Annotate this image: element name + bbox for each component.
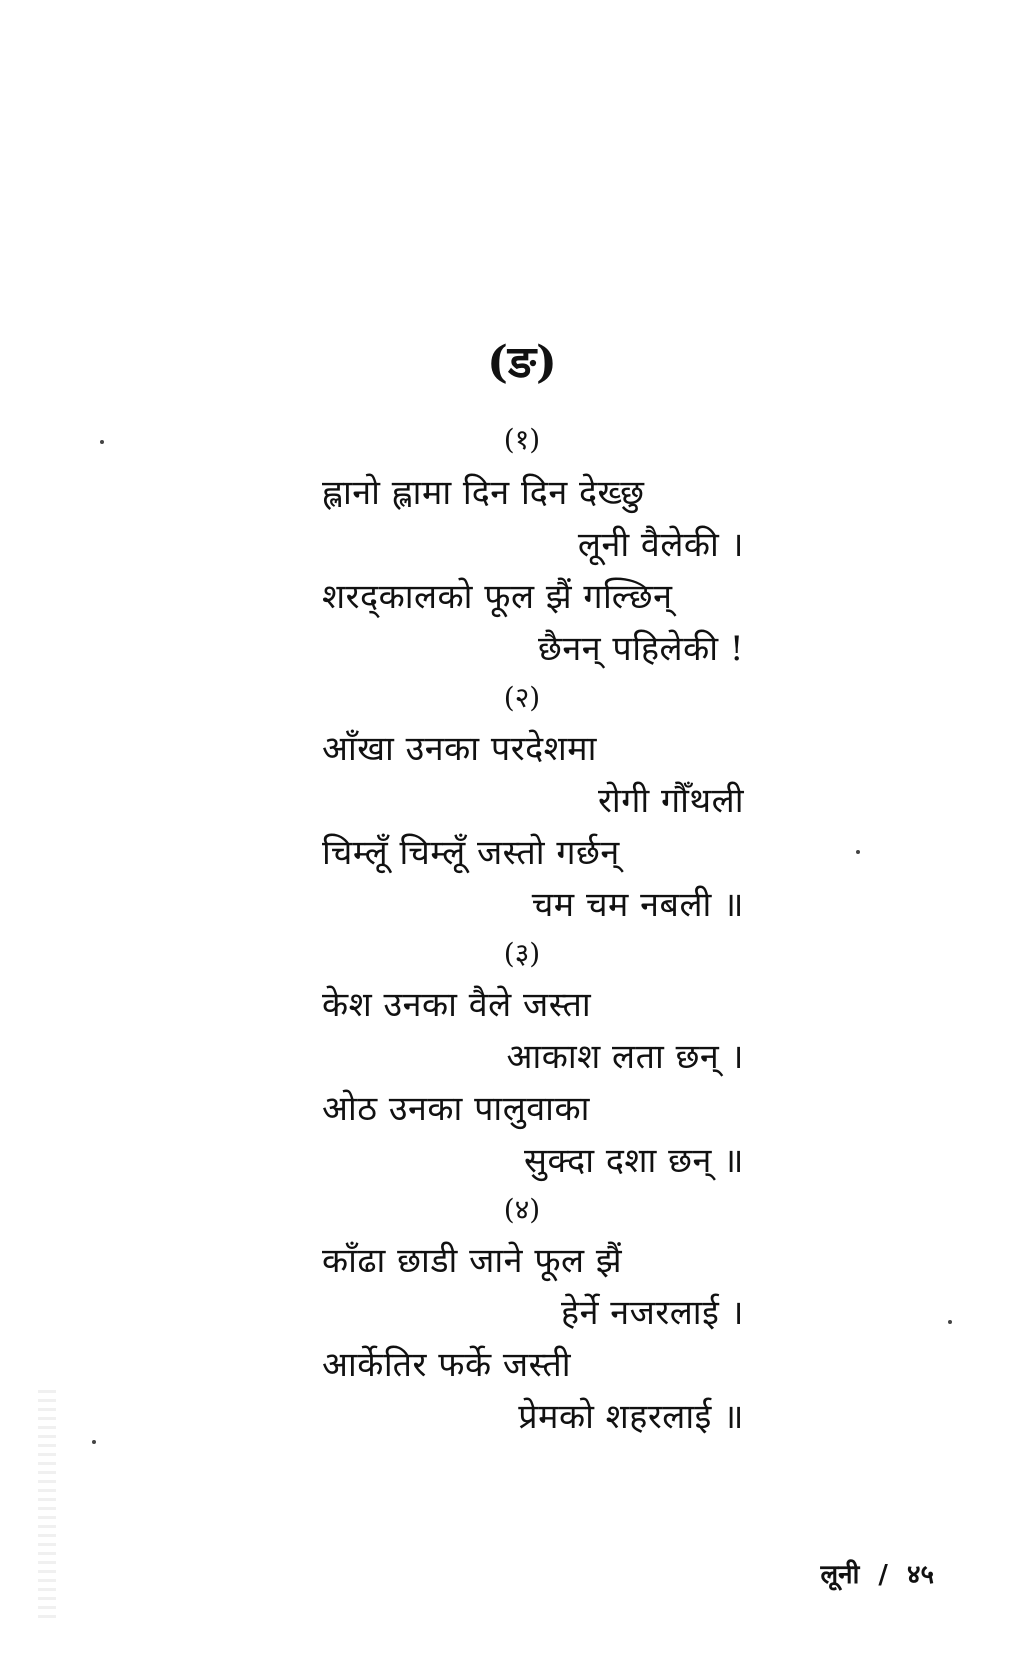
- section-title: (ङ): [487, 337, 557, 388]
- scan-speck: [948, 1320, 952, 1324]
- stanza-2-line-1: आँखा उनका परदेशमा: [322, 729, 597, 769]
- stanza-1-line-3: शरद्‌कालको फूल झैं गल्छिन्: [322, 577, 673, 617]
- footer-separator: /: [878, 1560, 888, 1590]
- stanza-2-line-4: चम चम नबली ॥: [531, 885, 744, 925]
- scan-speck: [92, 1440, 96, 1444]
- stanza-number-3: (३): [503, 937, 541, 970]
- stanza-4-line-3: आर्केतिर फर्के जस्ती: [322, 1345, 572, 1385]
- scan-edge-noise: [38, 1390, 56, 1620]
- stanza-4-line-1: काँढा छाडी जाने फूल झैं: [322, 1241, 623, 1281]
- page-footer: [821, 1555, 934, 1591]
- stanza-4-line-4: प्रेमको शहरलाई ॥: [518, 1397, 744, 1437]
- stanza-3-line-2: आकाश लता छन् ।: [506, 1037, 744, 1077]
- stanza-3-line-1: केश उनका वैले जस्ता: [322, 985, 592, 1025]
- stanza-1-line-2: लूनी वैलेकी ।: [577, 525, 744, 565]
- stanza-number-2: (२): [503, 681, 541, 714]
- stanza-4-line-2: हेर्ने नजरलाई ।: [561, 1293, 744, 1333]
- stanza-1-line-1: ह्लानो ह्लामा दिन दिन देख्छु: [322, 473, 645, 513]
- footer-book-title: लूनी: [820, 1560, 860, 1590]
- stanza-1-line-4: छैनन् पहिलेकी !: [538, 629, 744, 669]
- stanza-3-line-4: सुक्दा दशा छन् ॥: [523, 1141, 744, 1181]
- scan-speck: [100, 440, 104, 444]
- stanza-2-line-3: चिम्लूँ चिम्लूँ जस्तो गर्छन्: [322, 833, 620, 873]
- footer-page-number: ४५: [906, 1560, 934, 1590]
- stanza-number-4: (४): [503, 1193, 541, 1226]
- stanza-3-line-3: ओठ उनका पालुवाका: [322, 1089, 590, 1129]
- scan-speck: [856, 850, 860, 854]
- stanza-number-1: (१): [503, 423, 541, 456]
- stanza-2-line-2: रोगी गौँथली: [598, 781, 744, 821]
